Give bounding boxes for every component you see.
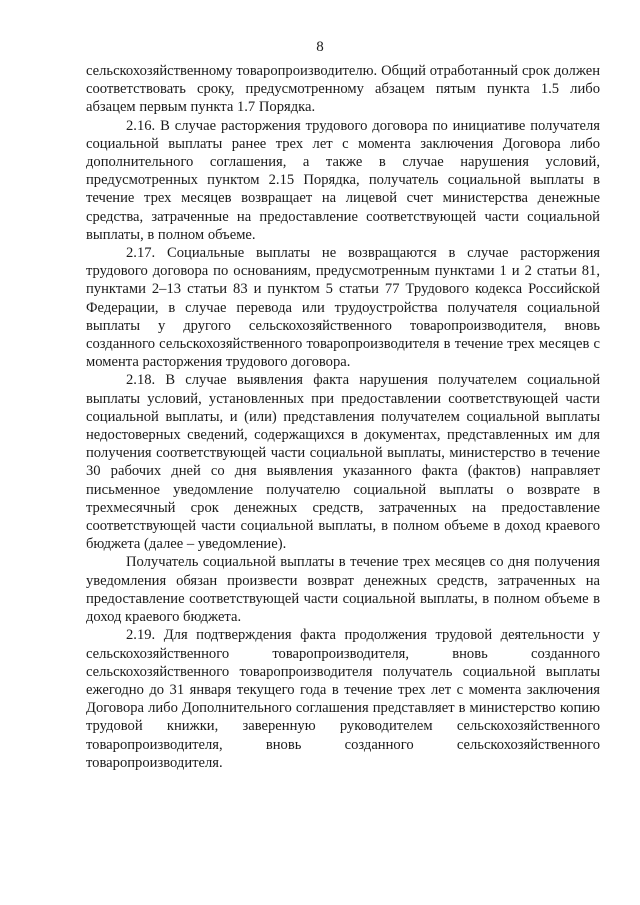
- page-number: 8: [316, 39, 324, 55]
- document-body: [86, 62, 600, 772]
- paragraph-2-18-return: Получатель социальной выплаты в течение трех месяцев со дня получения уведомления обязан произвести возврат денежных средств, затраченных на предоставление соответствующей части социальной выплаты, в полном объеме в доход краевого бюджета.: [86, 554, 600, 626]
- paragraph-2-17: 2.17. Социальные выплаты не возвращаются в случае расторжения трудового договора по основаниям, предусмотренным пунктами 1 и 2 статьи 81, пунктами 2–13 статьи 83 и пунктом 5 статьи 77 Трудового кодекса Российской Федерации, в случае перевода или трудоустройства получателя социальной выплаты у другого сельскохозяйственного товаропроизводителя, вновь созданного сельскохозяйственного товаропроизводителя в течение трех месяцев с момента расторжения трудового договора.: [86, 245, 600, 371]
- paragraph-continuation: сельскохозяйственному товаропроизводителю. Общий отработанный срок должен соответствовать сроку, предусмотренному абзацем пятым пункта 1.5 либо абзацем первым пункта 1.7 Порядка.: [86, 63, 600, 116]
- paragraph-2-18: 2.18. В случае выявления факта нарушения получателем социальной выплаты условий, установленных при предоставлении соответствующей части социальной выплаты, и (или) представления получателем социальной выплаты недостоверных сведений, содержащихся в документах, представленных им для получения соответствующей части социальной выплаты, министерство в течение 30 рабочих дней со дня выявления указанного факта (фактов) направляет письменное уведомление получателю социальной выплаты о возврате в трехмесячный срок денежных средств, затраченных на предоставление соответствующей части социальной выплаты, в полном объеме в доход краевого бюджета (далее – уведомление).: [86, 372, 600, 553]
- paragraph-2-16: 2.16. В случае расторжения трудового договора по инициативе получателя социальной выплаты ранее трех лет с момента заключения Договора либо дополнительного соглашения, а также в случае нарушения условий, предусмотренных пунктом 2.15 Порядка, получатель социальной выплаты в течение трех месяцев возвращает на лицевой счет министерства денежные средства, затраченные на предоставление соответствующей части социальной выплаты, в полном объеме.: [86, 117, 600, 243]
- paragraph-2-19: 2.19. Для подтверждения факта продолжения трудовой деятельности у сельскохозяйственного товаропроизводителя, вновь созданного сельскохозяйственного товаропроизводителя получатель социальной выплаты ежегодно до 31 января текущего года в течение трех лет с момента заключения Договора либо Дополнительного соглашения представляет в министерство копию трудовой книжки, заверенную руководителем сельскохозяйственного товаропроизводителя, вновь созданного сельскохозяйственного товаропроизводителя.: [86, 627, 600, 771]
